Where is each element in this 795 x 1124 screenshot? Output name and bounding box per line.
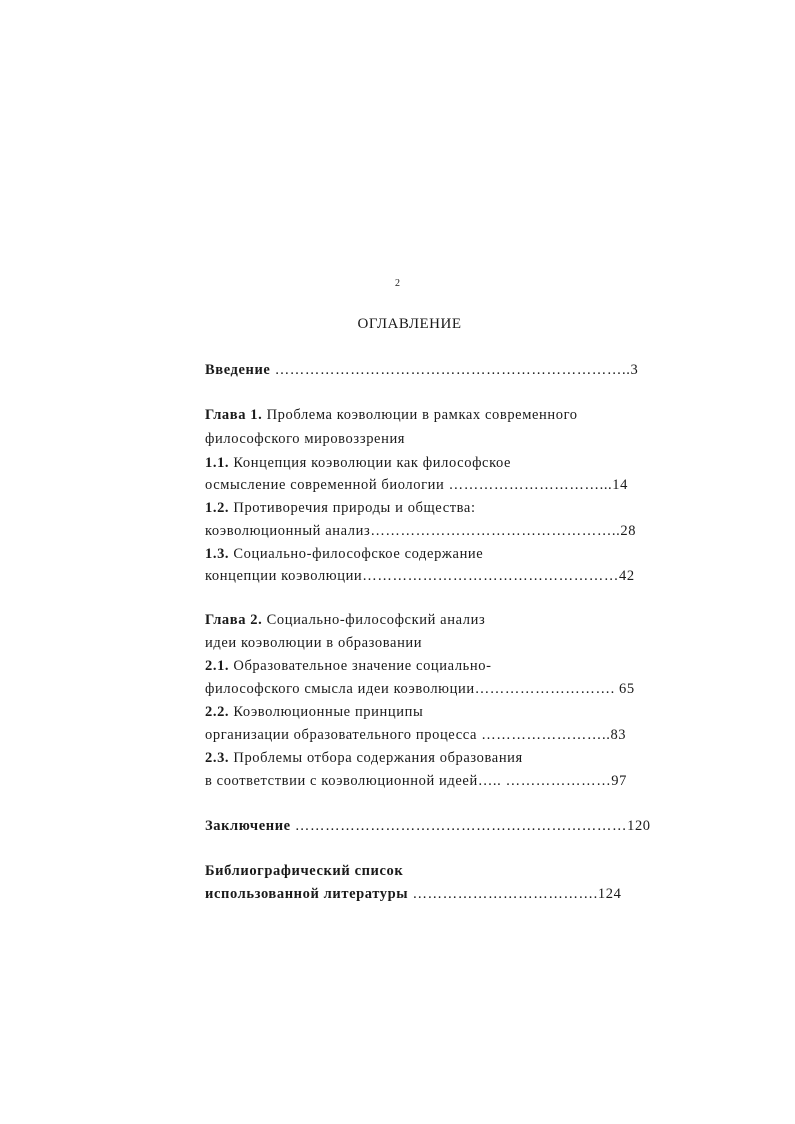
toc-ch1-label: Глава 1. <box>205 407 263 423</box>
toc-section-2-2 <box>205 704 423 721</box>
toc-entry-bibliography <box>205 863 403 880</box>
toc-s22-num: 2.2. <box>205 704 230 720</box>
page-number: 2 <box>395 278 400 289</box>
toc-s21-title: Образовательное значение социально- <box>229 658 492 674</box>
toc-chapter-1 <box>205 407 578 424</box>
toc-s11-num: 1.1. <box>205 455 230 471</box>
toc-section-1-3-line2: концепции коэволюции……………………………………………42 <box>205 568 635 584</box>
toc-section-2-3-line2: в соответствии с коэволюционной идеей….. …………………97 <box>205 773 627 789</box>
toc-entry-bibliography-line2 <box>205 886 621 903</box>
toc-intro-label: Введение <box>205 362 271 378</box>
toc-chapter-2-line2: идеи коэволюции в образовании <box>205 635 423 651</box>
toc-biblio-leader: ……………………………….124 <box>408 886 622 902</box>
toc-intro-leader: ……………………………………………………………..3 <box>270 362 639 378</box>
toc-section-1-1 <box>205 455 511 472</box>
toc-section-1-2 <box>205 500 476 517</box>
toc-s12-num: 1.2. <box>205 500 230 516</box>
toc-section-1-1-line2: осмысление современной биологии …………………………...14 <box>205 477 628 493</box>
toc-entry-conclusion <box>205 818 651 835</box>
toc-entry-intro <box>205 362 638 379</box>
page-title: ОГЛАВЛЕНИЕ <box>357 316 462 332</box>
toc-s13-title: Социально-философское содержание <box>229 546 484 562</box>
toc-s21-num: 2.1. <box>205 658 230 674</box>
toc-conclusion-label: Заключение <box>205 818 291 834</box>
toc-s23-num: 2.3. <box>205 750 230 766</box>
toc-ch2-title: Социально-философский анализ <box>262 612 486 628</box>
toc-ch1-title: Проблема коэволюции в рамках современного <box>262 407 578 423</box>
toc-biblio-line1: Библиографический список <box>205 863 404 879</box>
toc-section-2-3 <box>205 750 523 767</box>
toc-section-1-3 <box>205 546 483 563</box>
toc-section-2-1-line2: философского смысла идеи коэволюции………………………. 65 <box>205 681 635 697</box>
toc-ch2-label: Глава 2. <box>205 612 263 628</box>
toc-biblio-label: использованной литературы <box>205 886 409 902</box>
toc-s13-num: 1.3. <box>205 546 230 562</box>
toc-s22-title: Коэволюционные принципы <box>229 704 424 720</box>
toc-section-2-2-line2: организации образовательного процесса ……………………..83 <box>205 727 627 743</box>
toc-chapter-2 <box>205 612 485 629</box>
toc-s12-title: Противоречия природы и общества: <box>229 500 476 516</box>
toc-conclusion-leader: …………………………………………………………120 <box>290 818 651 834</box>
toc-s11-title: Концепция коэволюции как философское <box>229 455 512 471</box>
toc-section-1-2-line2: коэволюционный анализ…………………………………………..28 <box>205 523 637 539</box>
toc-section-2-1 <box>205 658 492 675</box>
toc-s23-title: Проблемы отбора содержания образования <box>229 750 523 766</box>
toc-chapter-1-line2: философского мировоззрения <box>205 431 406 447</box>
